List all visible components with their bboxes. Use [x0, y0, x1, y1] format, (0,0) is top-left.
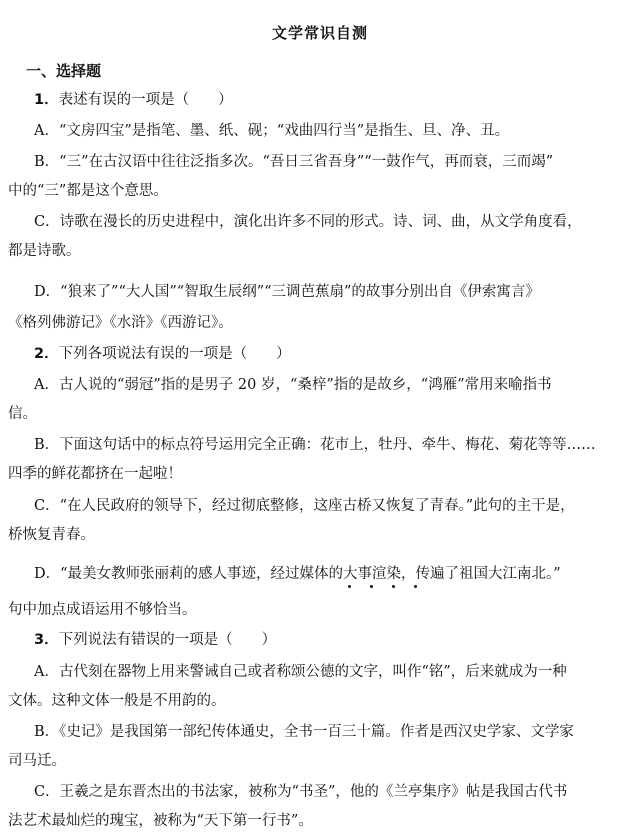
question-1-stem: 1．表述有误的一项是（ ） — [34, 92, 233, 108]
q2-option-b-line-1: B．下面这句话中的标点符号运用完全正确：花市上，牡丹、牵牛、梅花、菊花等等…… — [34, 437, 596, 453]
q1-option-c-line-2: 都是诗歌。 — [8, 243, 81, 259]
q2-option-a-line-1: A．古人说的“弱冠”指的是男子 20 岁，“桑梓”指的是故乡，“鸿雁”常用来喻指书 — [34, 377, 552, 393]
q2-option-d-line-1: D．“最美女教师张丽莉的感人事迹，经过媒体的大事渲染，传遍了祖国大江南北。” — [34, 566, 561, 582]
q1-option-b-line-1: B．“三”在古汉语中往往泛指多次。“吾日三省吾身”“一鼓作气，再而衰，三而竭” — [34, 154, 554, 170]
q1-option-b-line-2: 中的“三”都是这个意思。 — [8, 183, 168, 199]
q3-option-c-line-2: 法艺术最灿烂的瑰宝，被称为“天下第一行书”。 — [8, 813, 313, 829]
emphasis-dots — [340, 585, 430, 591]
emphasis-dot — [414, 585, 417, 588]
q1-option-d-line-2: 《格列佛游记》《水浒》《西游记》。 — [8, 315, 233, 331]
emphasis-dot — [392, 585, 395, 588]
question-2-stem: 2．下列各项说法有误的一项是（ ） — [34, 346, 291, 362]
q3-option-a-line-1: A．古代刻在器物上用来警诫自己或者称颂公德的文字，叫作“铭”，后来就成为一种 — [34, 664, 567, 680]
q1-option-a-line-1: A．“文房四宝”是指笔、墨、纸、砚；“戏曲四行当”是指生、旦、净、丑。 — [34, 123, 510, 139]
emphasis-dot — [348, 585, 351, 588]
section-heading: 一、选择题 — [26, 62, 102, 80]
q2-option-c-line-2: 桥恢复青春。 — [8, 527, 95, 543]
q1-option-d-line-1: D．“狼来了”“大人国”“智取生辰纲”“三调芭蕉扇”的故事分别出自《伊索寓言》 — [34, 284, 540, 300]
q3-option-c-line-1: C．王羲之是东晋杰出的书法家，被称为“书圣”，他的《兰亭集序》帖是我国古代书 — [34, 784, 568, 800]
q3-option-b-line-2: 司马迁。 — [8, 753, 66, 769]
q2-option-c-line-1: C．“在人民政府的领导下，经过彻底整修，这座古桥又恢复了青春。”此句的主干是， — [34, 498, 575, 514]
q3-option-a-line-2: 文体。这种文体一般是不用韵的。 — [8, 693, 226, 709]
question-3-stem: 3．下列说法有错误的一项是（ ） — [34, 632, 277, 648]
emphasis-dot — [370, 585, 373, 588]
q2-option-a-line-2: 信。 — [8, 406, 37, 422]
document-title: 文学常识自测 — [271, 24, 368, 42]
q2-option-b-line-2: 四季的鲜花都挤在一起啦！ — [8, 466, 182, 482]
q3-option-b-line-1: B．《史记》是我国第一部纪传体通史，全书一百三十篇。作者是西汉史学家、文学家 — [34, 724, 574, 740]
q2-option-d-line-2: 句中加点成语运用不够恰当。 — [8, 602, 197, 618]
q1-option-c-line-1: C．诗歌在漫长的历史进程中，演化出许多不同的形式。诗、词、曲，从文学角度看， — [34, 214, 582, 230]
